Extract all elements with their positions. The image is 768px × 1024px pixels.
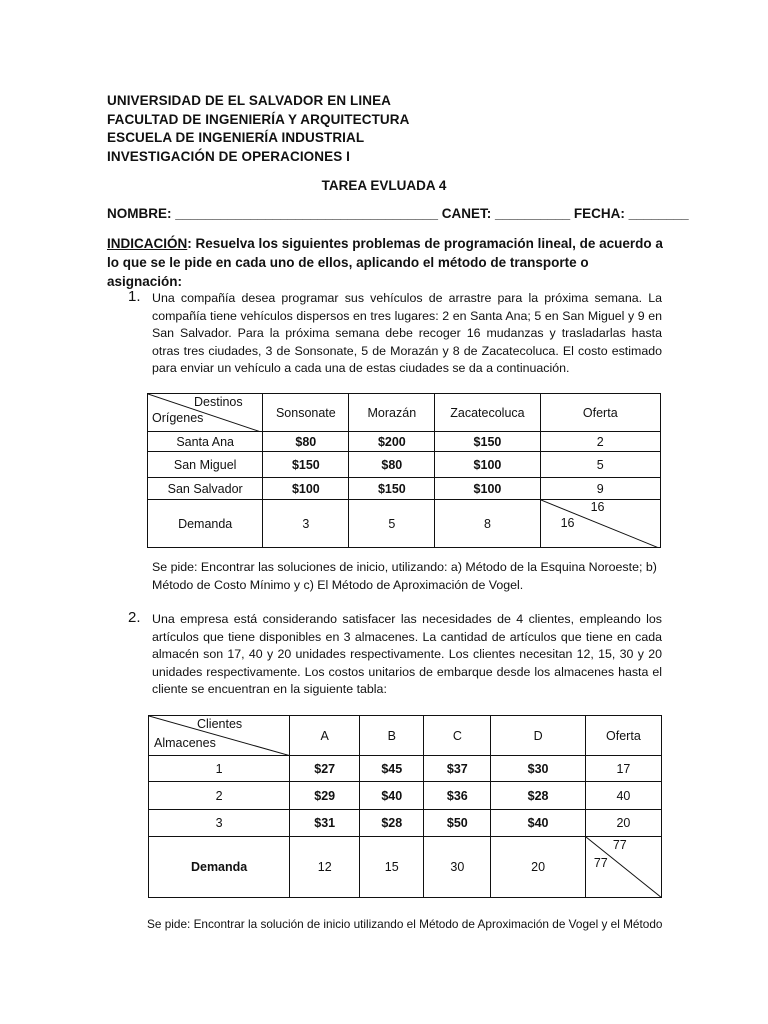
table2-corner-cell <box>149 716 290 756</box>
table1-demand-label: Demanda <box>148 500 263 548</box>
table1-cost: $80 <box>263 432 349 452</box>
table2-cost: $40 <box>360 782 424 810</box>
table2-total-bottom: 77 <box>593 856 608 870</box>
problem2-table <box>148 715 662 898</box>
table2-cost: $28 <box>360 810 424 837</box>
table2-cost: $37 <box>424 756 491 782</box>
table2-row-name: 2 <box>149 782 290 810</box>
problem1-ask: Se pide: Encontrar las soluciones de inicio, utilizando: a) Método de la Esquina Noroeste; b) Método de Costo Mínimo y c) El Método de Aproximación de Vogel. <box>152 560 657 592</box>
table2-cost: $28 <box>491 782 585 810</box>
table1-col-header: Zacatecoluca <box>435 394 540 432</box>
indication-text: : Resuelva los siguientes problemas de programación lineal, de acuerdo a lo que se le pide en cada uno de ellos, aplicando el método de transporte o asignación: <box>107 236 663 289</box>
table2-offer: 20 <box>585 810 661 837</box>
course-name: INVESTIGACIÓN DE OPERACIONES I <box>107 149 351 164</box>
table2-cost: $36 <box>424 782 491 810</box>
table2-offer: 40 <box>585 782 661 810</box>
table2-cost: $50 <box>424 810 491 837</box>
table2-row <box>149 810 662 837</box>
table2-offer: 17 <box>585 756 661 782</box>
table1-corner-cell <box>148 394 263 432</box>
table1-demand-row <box>148 500 661 548</box>
table2-row <box>149 782 662 810</box>
table1-demand: 3 <box>263 500 349 548</box>
table1-corner-bottom: Orígenes <box>152 411 204 425</box>
table2-corner-bottom: Almacenes <box>154 736 216 750</box>
table2-row-name: 3 <box>149 810 290 837</box>
table1-corner-top: Destinos <box>194 395 243 409</box>
table1-row <box>148 452 661 478</box>
table2-total-top: 77 <box>612 838 627 852</box>
table1-row-name: Santa Ana <box>148 432 263 452</box>
table1-total-top: 16 <box>590 500 605 514</box>
table1-demand: 5 <box>349 500 435 548</box>
table1-cost: $80 <box>349 452 435 478</box>
table1-row-name: San Miguel <box>148 452 263 478</box>
problem1-text: Una compañía desea programar sus vehículos de arrastre para la próxima semana. La compañía tiene vehículos dispersos en tres lugares: 2 en Santa Ana; 5 en San Miguel y 9 en San Salvador. Para la próxima semana debe recoger 16 mudanzas y trasladarlas hasta otras tres ciudades, 3 de Sonsonate, 5 de Morazán y 8 de Zacatecoluca. El costo estimado para enviar un vehículo a cada una de estas ciudades se da a continuación. <box>152 291 662 375</box>
table1-total-bottom: 16 <box>560 516 575 530</box>
table1-col-header: Morazán <box>349 394 435 432</box>
table1-cost: $100 <box>435 478 540 500</box>
table1-cost: $100 <box>263 478 349 500</box>
table2-col-header: B <box>360 716 424 756</box>
form-line: NOMBRE: ___________________________________ CANET: __________ FECHA: ________ <box>107 206 689 221</box>
table1-cost: $200 <box>349 432 435 452</box>
table2-row-name: 1 <box>149 756 290 782</box>
table2-cost: $27 <box>290 756 360 782</box>
table1-offer: 2 <box>540 432 660 452</box>
table2-demand-row <box>149 837 662 898</box>
table1-row-name: San Salvador <box>148 478 263 500</box>
table1-cost: $100 <box>435 452 540 478</box>
table2-row <box>149 756 662 782</box>
table1-row <box>148 432 661 452</box>
table2-cost: $40 <box>491 810 585 837</box>
table2-demand-label: Demanda <box>149 837 290 898</box>
faculty-name: FACULTAD DE INGENIERÍA Y ARQUITECTURA <box>107 112 410 127</box>
table2-col-header: D <box>491 716 585 756</box>
table2-demand: 12 <box>290 837 360 898</box>
table1-offer: 5 <box>540 452 660 478</box>
table2-col-header: A <box>290 716 360 756</box>
table1-cost: $150 <box>435 432 540 452</box>
table1-col-header: Sonsonate <box>263 394 349 432</box>
table2-cost: $31 <box>290 810 360 837</box>
table2-cost: $30 <box>491 756 585 782</box>
problem2-number: 2. <box>128 609 141 626</box>
table1-demand: 8 <box>435 500 540 548</box>
table1-row <box>148 478 661 500</box>
table2-cost: $29 <box>290 782 360 810</box>
problem2-ask: Se pide: Encontrar la solución de inicio utilizando el Método de Aproximación de Vogel y el Método <box>147 917 663 931</box>
table2-corner-top: Clientes <box>197 717 243 731</box>
table1-total-cell <box>540 500 660 548</box>
problem1-table <box>147 393 661 548</box>
table1-cost: $150 <box>349 478 435 500</box>
table1-cost: $150 <box>263 452 349 478</box>
problem2-text: Una empresa está considerando satisfacer las necesidades de 4 clientes, empleando los artículos que tiene disponibles en 3 almacenes. La cantidad de artículos que tiene en cada almacén son 17, 40 y 20 unidades respectivamente. Los clientes necesitan 12, 15, 30 y 20 unidades respectivamente. Los costos unitarios de embarque desde los almacenes hasta el cliente se encuentran en la siguiente tabla: <box>152 612 662 696</box>
assignment-title: TAREA EVLUADA 4 <box>321 178 447 193</box>
table2-cost: $45 <box>360 756 424 782</box>
university-name: UNIVERSIDAD DE EL SALVADOR EN LINEA <box>107 93 392 108</box>
table2-demand: 20 <box>491 837 585 898</box>
table2-total-cell <box>585 837 661 898</box>
table2-col-header: Oferta <box>585 716 661 756</box>
table2-demand: 15 <box>360 837 424 898</box>
table1-col-header: Oferta <box>540 394 660 432</box>
table1-offer: 9 <box>540 478 660 500</box>
table2-col-header: C <box>424 716 491 756</box>
indication-block <box>107 234 667 291</box>
school-name: ESCUELA DE INGENIERÍA INDUSTRIAL <box>107 130 365 145</box>
table2-demand: 30 <box>424 837 491 898</box>
problem1-number: 1. <box>128 288 141 305</box>
indication-label: INDICACIÓN <box>107 236 188 251</box>
